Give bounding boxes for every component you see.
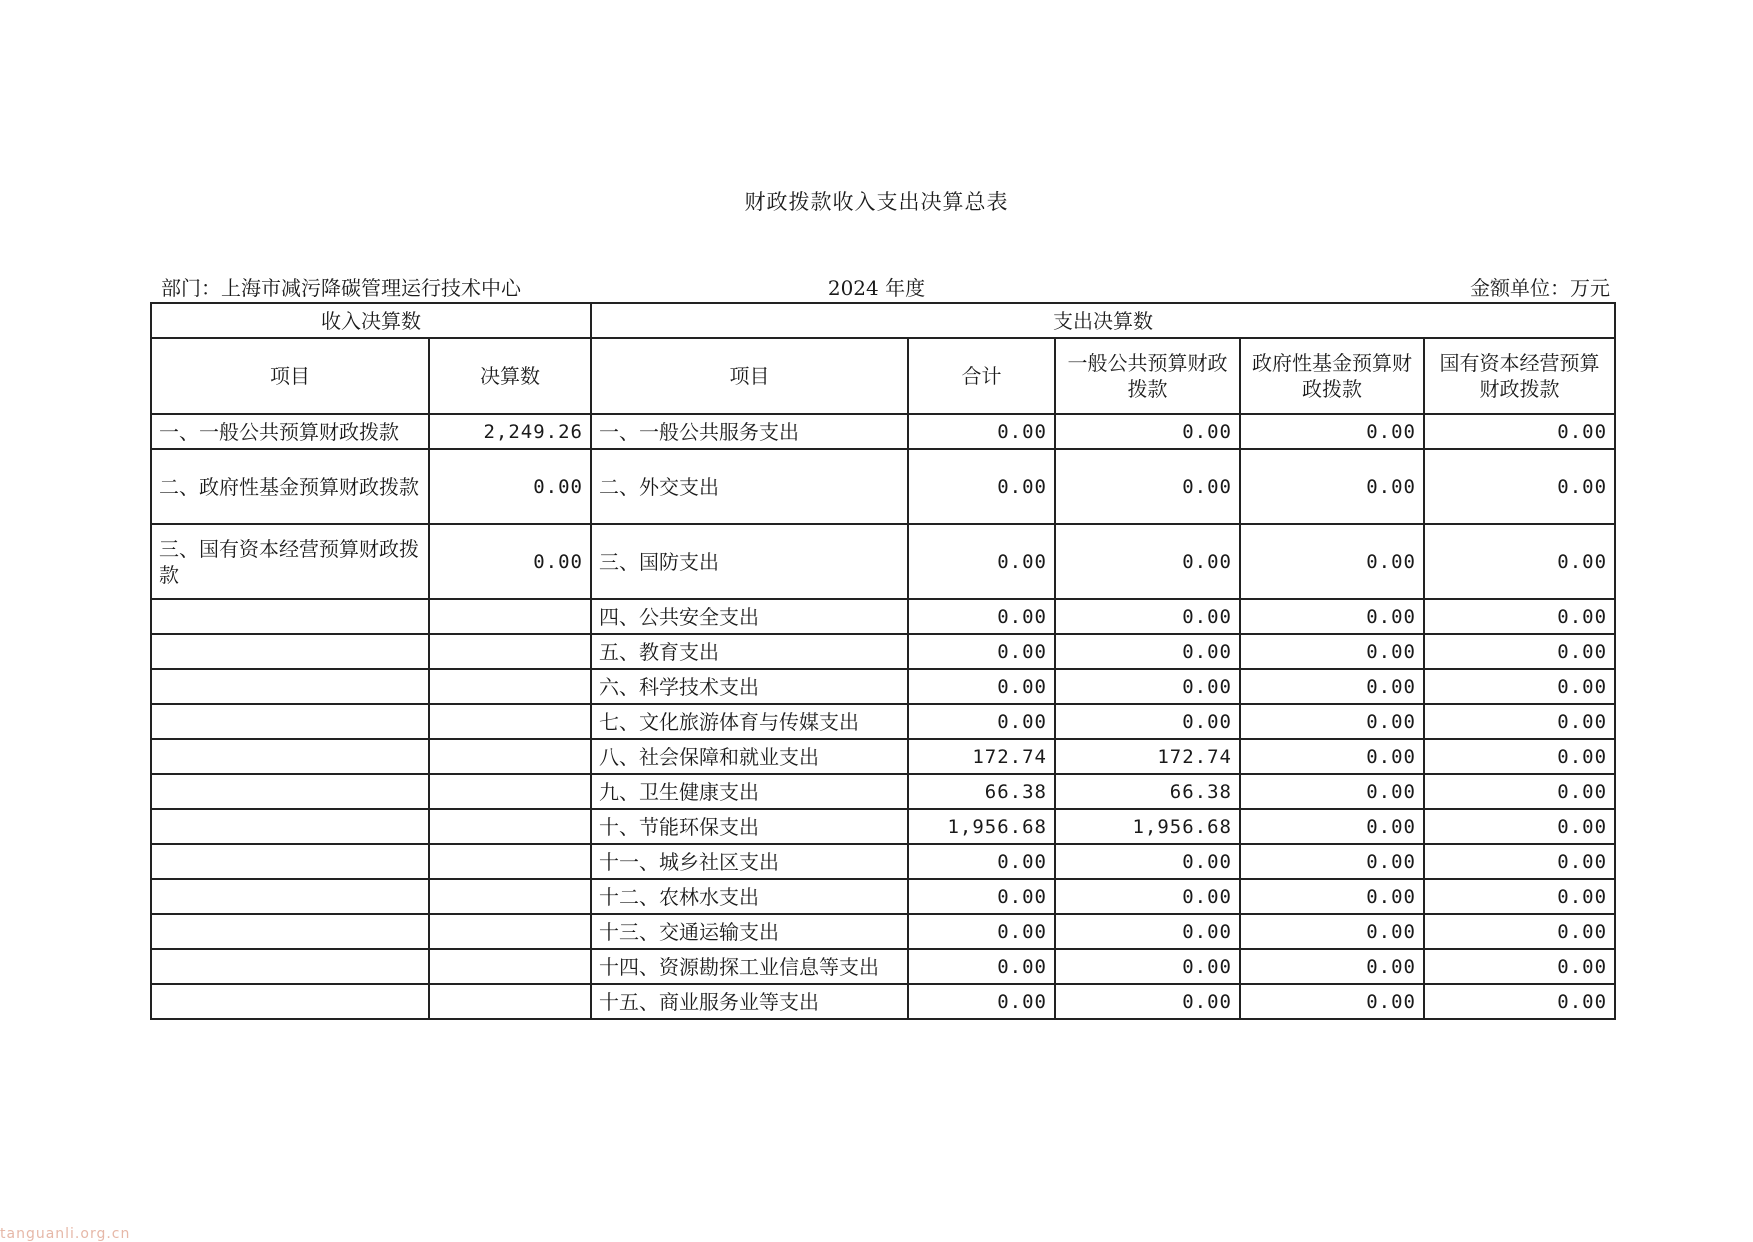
expense-item: 十、节能环保支出 xyxy=(591,809,908,844)
expense-total: 1,956.68 xyxy=(908,809,1055,844)
income-amount xyxy=(429,949,591,984)
department-label: 部门：上海市减污降碳管理运行技术中心 xyxy=(161,276,521,300)
income-amount xyxy=(429,809,591,844)
expense-total: 0.00 xyxy=(908,414,1055,449)
income-amount xyxy=(429,844,591,879)
expense-general: 0.00 xyxy=(1055,449,1240,524)
expense-item: 八、社会保障和就业支出 xyxy=(591,739,908,774)
income-amount xyxy=(429,879,591,914)
expense-total: 0.00 xyxy=(908,879,1055,914)
expense-total: 66.38 xyxy=(908,774,1055,809)
expense-capital: 0.00 xyxy=(1424,449,1615,524)
expense-fund: 0.00 xyxy=(1240,774,1424,809)
income-item xyxy=(151,844,429,879)
expense-general: 0.00 xyxy=(1055,524,1240,599)
fiscal-year: 2024 年度 xyxy=(827,276,926,300)
table-row xyxy=(151,704,1615,739)
expense-general: 0.00 xyxy=(1055,704,1240,739)
income-amount xyxy=(429,739,591,774)
income-item xyxy=(151,914,429,949)
gov-fund-header: 政府性基金预算财政拨款 xyxy=(1240,338,1424,414)
expense-general: 1,956.68 xyxy=(1055,809,1240,844)
expense-item: 七、文化旅游体育与传媒支出 xyxy=(591,704,908,739)
expense-item: 二、外交支出 xyxy=(591,449,908,524)
expense-capital: 0.00 xyxy=(1424,844,1615,879)
expense-general: 0.00 xyxy=(1055,914,1240,949)
income-item: 二、政府性基金预算财政拨款 xyxy=(151,449,429,524)
expense-total: 0.00 xyxy=(908,669,1055,704)
expense-capital: 0.00 xyxy=(1424,739,1615,774)
expense-total: 0.00 xyxy=(908,949,1055,984)
expense-capital: 0.00 xyxy=(1424,914,1615,949)
expense-total: 0.00 xyxy=(908,984,1055,1019)
expense-item: 十四、资源勘探工业信息等支出 xyxy=(591,949,908,984)
expense-item: 十二、农林水支出 xyxy=(591,879,908,914)
total-header: 合计 xyxy=(908,338,1055,414)
expense-total: 172.74 xyxy=(908,739,1055,774)
income-amount: 0.00 xyxy=(429,449,591,524)
expense-fund: 0.00 xyxy=(1240,669,1424,704)
expense-capital: 0.00 xyxy=(1424,774,1615,809)
income-amount xyxy=(429,669,591,704)
expense-fund: 0.00 xyxy=(1240,634,1424,669)
expense-fund: 0.00 xyxy=(1240,704,1424,739)
expense-capital: 0.00 xyxy=(1424,704,1615,739)
income-amount xyxy=(429,914,591,949)
expense-item-header: 项目 xyxy=(591,338,908,414)
expense-item: 四、公共安全支出 xyxy=(591,599,908,634)
expense-fund: 0.00 xyxy=(1240,914,1424,949)
expense-general: 66.38 xyxy=(1055,774,1240,809)
expense-fund: 0.00 xyxy=(1240,949,1424,984)
expense-general: 0.00 xyxy=(1055,634,1240,669)
income-item xyxy=(151,774,429,809)
table-row xyxy=(151,809,1615,844)
table-row xyxy=(151,634,1615,669)
expense-general: 0.00 xyxy=(1055,669,1240,704)
income-amount xyxy=(429,774,591,809)
expense-total: 0.00 xyxy=(908,634,1055,669)
income-item xyxy=(151,879,429,914)
expense-capital: 0.00 xyxy=(1424,984,1615,1019)
income-item: 三、国有资本经营预算财政拨款 xyxy=(151,524,429,599)
expense-fund: 0.00 xyxy=(1240,844,1424,879)
expense-general: 0.00 xyxy=(1055,949,1240,984)
income-amount xyxy=(429,704,591,739)
site-watermark: tanguanli.org.cn xyxy=(0,1226,131,1242)
table-row xyxy=(151,984,1615,1019)
expense-capital: 0.00 xyxy=(1424,669,1615,704)
income-item xyxy=(151,669,429,704)
income-item xyxy=(151,599,429,634)
income-amount: 2,249.26 xyxy=(429,414,591,449)
expense-fund: 0.00 xyxy=(1240,599,1424,634)
income-item-header: 项目 xyxy=(151,338,429,414)
appropriation-summary-table xyxy=(150,302,1616,1020)
expense-item: 一、一般公共服务支出 xyxy=(591,414,908,449)
expense-fund: 0.00 xyxy=(1240,984,1424,1019)
state-capital-header: 国有资本经营预算财政拨款 xyxy=(1424,338,1615,414)
expense-fund: 0.00 xyxy=(1240,809,1424,844)
expense-capital: 0.00 xyxy=(1424,809,1615,844)
expense-capital: 0.00 xyxy=(1424,949,1615,984)
table-row xyxy=(151,949,1615,984)
expense-total: 0.00 xyxy=(908,599,1055,634)
expense-total: 0.00 xyxy=(908,524,1055,599)
table-row xyxy=(151,914,1615,949)
income-amount-header: 决算数 xyxy=(429,338,591,414)
income-amount: 0.00 xyxy=(429,524,591,599)
expense-general: 172.74 xyxy=(1055,739,1240,774)
table-row xyxy=(151,669,1615,704)
expense-total: 0.00 xyxy=(908,914,1055,949)
income-amount xyxy=(429,599,591,634)
expense-fund: 0.00 xyxy=(1240,449,1424,524)
expense-fund: 0.00 xyxy=(1240,524,1424,599)
income-item xyxy=(151,949,429,984)
expense-total: 0.00 xyxy=(908,844,1055,879)
amount-unit: 金额单位：万元 xyxy=(1470,276,1610,300)
expense-item: 十三、交通运输支出 xyxy=(591,914,908,949)
income-amount xyxy=(429,984,591,1019)
expense-capital: 0.00 xyxy=(1424,634,1615,669)
income-item xyxy=(151,704,429,739)
income-item xyxy=(151,634,429,669)
table-row xyxy=(151,449,1615,524)
expense-item: 十一、城乡社区支出 xyxy=(591,844,908,879)
expense-item: 五、教育支出 xyxy=(591,634,908,669)
expense-fund: 0.00 xyxy=(1240,739,1424,774)
expense-capital: 0.00 xyxy=(1424,599,1615,634)
income-item xyxy=(151,984,429,1019)
general-budget-header: 一般公共预算财政拨款 xyxy=(1055,338,1240,414)
table-row xyxy=(151,879,1615,914)
table-row xyxy=(151,599,1615,634)
expense-capital: 0.00 xyxy=(1424,524,1615,599)
table-row xyxy=(151,844,1615,879)
expense-group-header: 支出决算数 xyxy=(591,303,1615,338)
table-row xyxy=(151,524,1615,599)
expense-total: 0.00 xyxy=(908,449,1055,524)
expense-general: 0.00 xyxy=(1055,599,1240,634)
table-row xyxy=(151,774,1615,809)
expense-general: 0.00 xyxy=(1055,984,1240,1019)
expense-fund: 0.00 xyxy=(1240,414,1424,449)
expense-item: 三、国防支出 xyxy=(591,524,908,599)
income-amount xyxy=(429,634,591,669)
expense-item: 九、卫生健康支出 xyxy=(591,774,908,809)
expense-capital: 0.00 xyxy=(1424,879,1615,914)
expense-item: 六、科学技术支出 xyxy=(591,669,908,704)
expense-general: 0.00 xyxy=(1055,414,1240,449)
expense-general: 0.00 xyxy=(1055,844,1240,879)
expense-capital: 0.00 xyxy=(1424,414,1615,449)
table-row xyxy=(151,739,1615,774)
report-title: 财政拨款收入支出决算总表 xyxy=(744,190,1009,214)
expense-total: 0.00 xyxy=(908,704,1055,739)
table-row xyxy=(151,414,1615,449)
income-group-header: 收入决算数 xyxy=(151,303,591,338)
income-item xyxy=(151,809,429,844)
income-item xyxy=(151,739,429,774)
income-item: 一、一般公共预算财政拨款 xyxy=(151,414,429,449)
expense-item: 十五、商业服务业等支出 xyxy=(591,984,908,1019)
expense-fund: 0.00 xyxy=(1240,879,1424,914)
expense-general: 0.00 xyxy=(1055,879,1240,914)
